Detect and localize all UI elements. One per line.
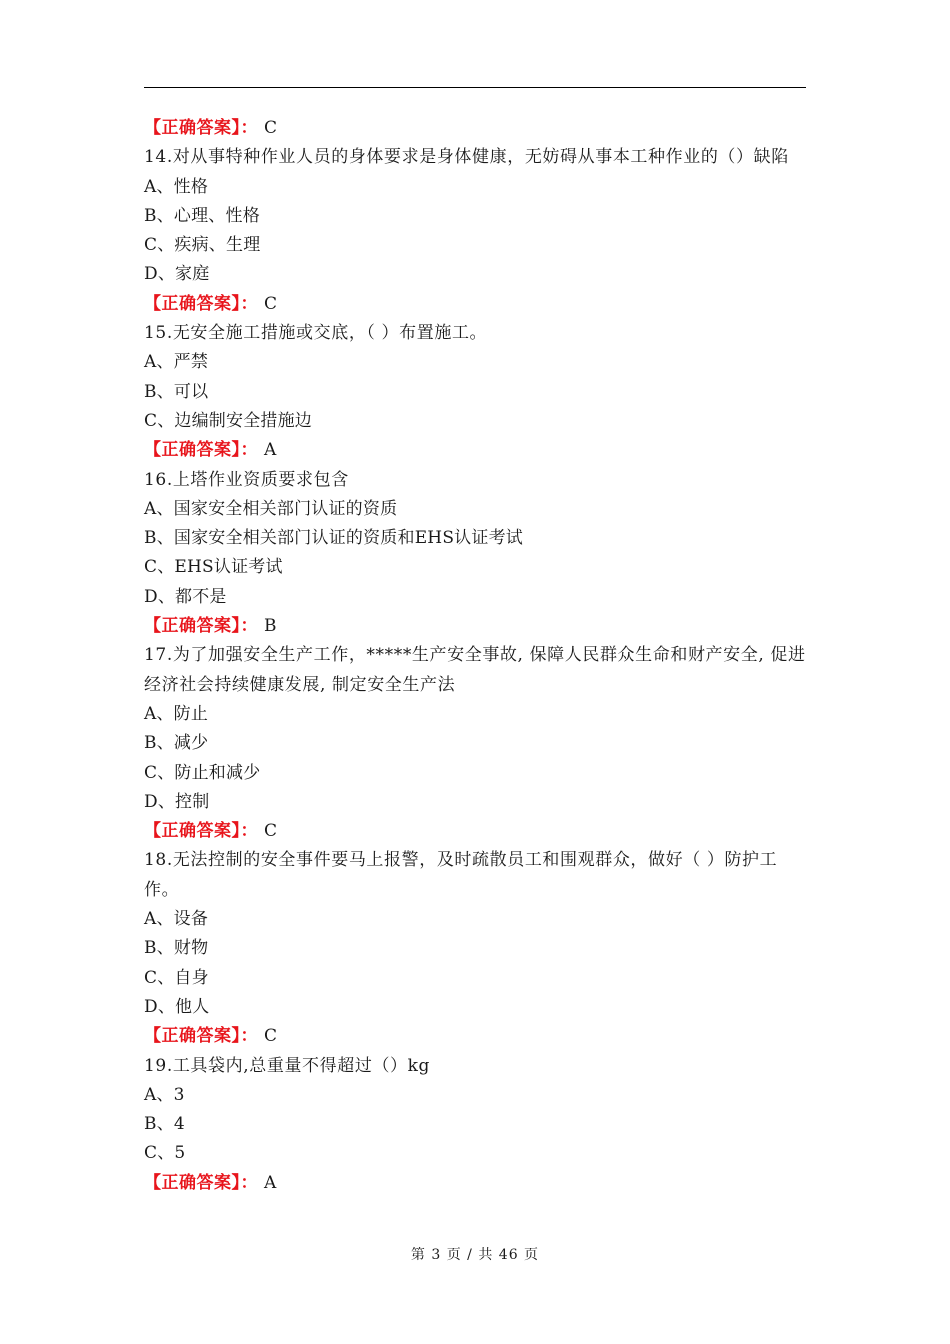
question-text: 17.为了加强安全生产工作，*****生产安全事故, 保障人民群众生命和财产安全, 促进经济社会持续健康发展, 制定安全生产法 <box>144 645 806 695</box>
question-text: 18.无法控制的安全事件要马上报警，及时疏散员工和围观群众，做好（ ）防护工作。 <box>144 850 778 900</box>
option-text: A、3 <box>144 1084 185 1105</box>
answer-value: C <box>264 293 278 314</box>
option-text: B、心理、性格 <box>144 205 260 226</box>
answer-label: 【正确答案】： <box>144 293 258 314</box>
answer-line <box>144 436 806 465</box>
question-text: 19.工具袋内,总重量不得超过（）kg <box>144 1055 431 1076</box>
option-text: D、控制 <box>144 791 210 812</box>
option-text: C、疾病、生理 <box>144 235 261 256</box>
option-text: C、边编制安全措施边 <box>144 410 313 431</box>
answer-value: A <box>264 1172 277 1193</box>
document-body <box>144 114 806 1198</box>
answer-line <box>144 1169 806 1198</box>
answer-line <box>144 817 806 846</box>
answer-line <box>144 1022 806 1051</box>
option-text: A、性格 <box>144 176 209 197</box>
question-text: 15.无安全施工措施或交底，（ ）布置施工。 <box>144 323 488 344</box>
option-text: A、国家安全相关部门认证的资质 <box>144 498 398 519</box>
answer-line <box>144 290 806 319</box>
answer-label: 【正确答案】： <box>144 616 258 637</box>
answer-value: C <box>264 1026 278 1047</box>
option-text: A、设备 <box>144 909 209 930</box>
answer-line <box>144 114 806 143</box>
option-text: C、EHS认证考试 <box>144 557 283 578</box>
answer-label: 【正确答案】： <box>144 1172 258 1193</box>
page-footer: 第 3 页 / 共 46 页 <box>410 1247 540 1263</box>
answer-value: C <box>264 821 278 842</box>
option-text: B、国家安全相关部门认证的资质和EHS认证考试 <box>144 528 523 549</box>
answer-label: 【正确答案】： <box>144 1026 258 1047</box>
option-text: A、防止 <box>144 703 209 724</box>
option-text: C、自身 <box>144 967 209 988</box>
option-text: D、都不是 <box>144 586 227 607</box>
question-text: 16.上塔作业资质要求包含 <box>144 469 349 490</box>
option-text: B、可以 <box>144 381 209 402</box>
option-text: A、严禁 <box>144 352 209 373</box>
answer-value: C <box>264 118 278 138</box>
answer-value: B <box>264 616 277 637</box>
answer-value: A <box>264 440 277 461</box>
answer-line <box>144 612 806 641</box>
option-text: D、家庭 <box>144 264 210 285</box>
option-text: B、财物 <box>144 938 209 959</box>
option-text: C、防止和减少 <box>144 762 261 783</box>
header-rule <box>144 87 806 88</box>
option-text: B、4 <box>144 1114 185 1135</box>
option-text: B、减少 <box>144 733 209 754</box>
option-text: D、他人 <box>144 996 210 1017</box>
answer-label: 【正确答案】： <box>144 440 258 461</box>
option-text: C、5 <box>144 1143 186 1164</box>
answer-label: 【正确答案】： <box>144 118 258 138</box>
answer-label: 【正确答案】： <box>144 821 258 842</box>
question-text: 14.对从事特种作业人员的身体要求是身体健康，无妨碍从事本工种作业的（）缺陷 <box>144 147 789 168</box>
